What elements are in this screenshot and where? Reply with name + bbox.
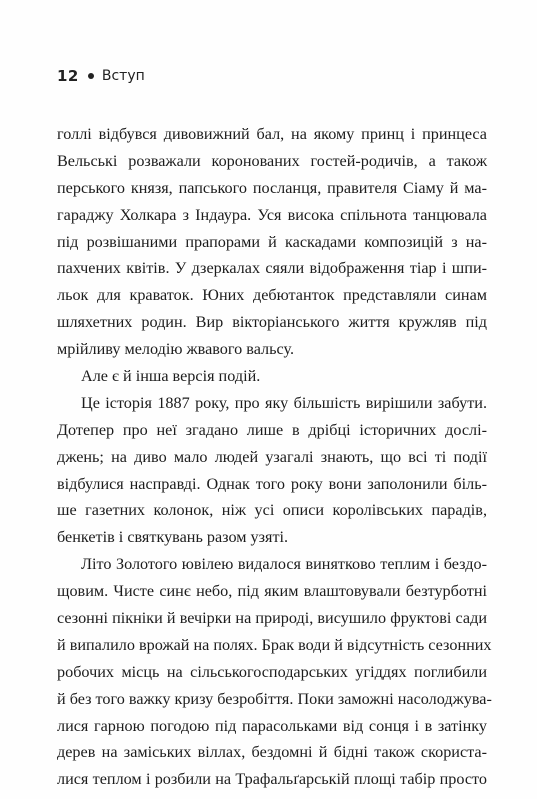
text-line: Вельські розважали коронованих гостей-родичів, а також (57, 151, 487, 170)
text-line: бенкетів і святкувань разом узяті. (57, 528, 289, 547)
body-text (57, 121, 492, 793)
text-line: джень; на диво мало людей узагалі знають, що всі ті події (57, 447, 487, 466)
text-line: Дотепер про неї згадано лише в дрібці історичних дослі- (57, 420, 487, 439)
text-line: голлі відбувся дивовижний бал, на якому принц і принцеса (57, 125, 487, 143)
text-line: лися теплом і розбили на Трафальґарській площі табір просто (57, 770, 487, 789)
text-line: лися гарною погодою під парасольками від сонця і в затінку (57, 716, 487, 735)
text-line: й без того важку кризу безробіття. Поки заможні насолоджува- (57, 689, 492, 708)
text-line: пахчених квітів. У дзеркалах сяяли відображення тіар і шпи- (57, 259, 487, 278)
text-line: Але є й інша версія подій. (81, 367, 261, 386)
paragraph (57, 551, 492, 793)
text-line: щовим. Чисте синє небо, під яким влаштовували безтурботні (57, 582, 487, 601)
paragraph (57, 390, 487, 551)
paragraph (57, 121, 487, 363)
text-line: робочих місць на сільськогосподарських угіддях поглибили (57, 662, 487, 681)
text-line: Літо Золотого ювілею видалося винятково теплим і бездо- (81, 555, 487, 574)
text-line: сезонні пікніки й вечірки на природі, висушило фруктові сади (57, 609, 487, 628)
text-line: мрійливу мелодію жвавого вальсу. (57, 340, 294, 359)
section-title: Вступ (101, 68, 145, 84)
text-line: дерев на заміських віллах, бездомні й бідні також скориста- (57, 743, 487, 762)
text-line: й випалило врожай на полях. Брак води й відсутність сезонних (57, 635, 492, 654)
text-line: шляхетних родин. Вир вікторіанського життя кружляв під (57, 313, 487, 332)
running-header (57, 67, 145, 85)
text-line: Це історія 1887 року, про яку більшість вирішили забути. (81, 393, 487, 412)
text-line: перського князя, папського посланця, правителя Сіаму й ма- (57, 178, 487, 197)
text-line: відбулися насправді. Однак того року вони заполонили біль- (57, 474, 487, 493)
paragraph (57, 363, 487, 390)
bullet-icon (88, 73, 94, 79)
text-line: ше газетних колонок, ніж усі описи королівських парадів, (57, 501, 487, 520)
text-line: льок для краваток. Юних дебютанток представляли синам (57, 286, 487, 305)
page-number: 12 (57, 67, 79, 85)
text-line: під розвішаними прапорами й каскадами композицій з на- (57, 232, 487, 251)
text-line: гараджу Холкара з Індаура. Уся висока спільнота танцювала (57, 205, 487, 224)
